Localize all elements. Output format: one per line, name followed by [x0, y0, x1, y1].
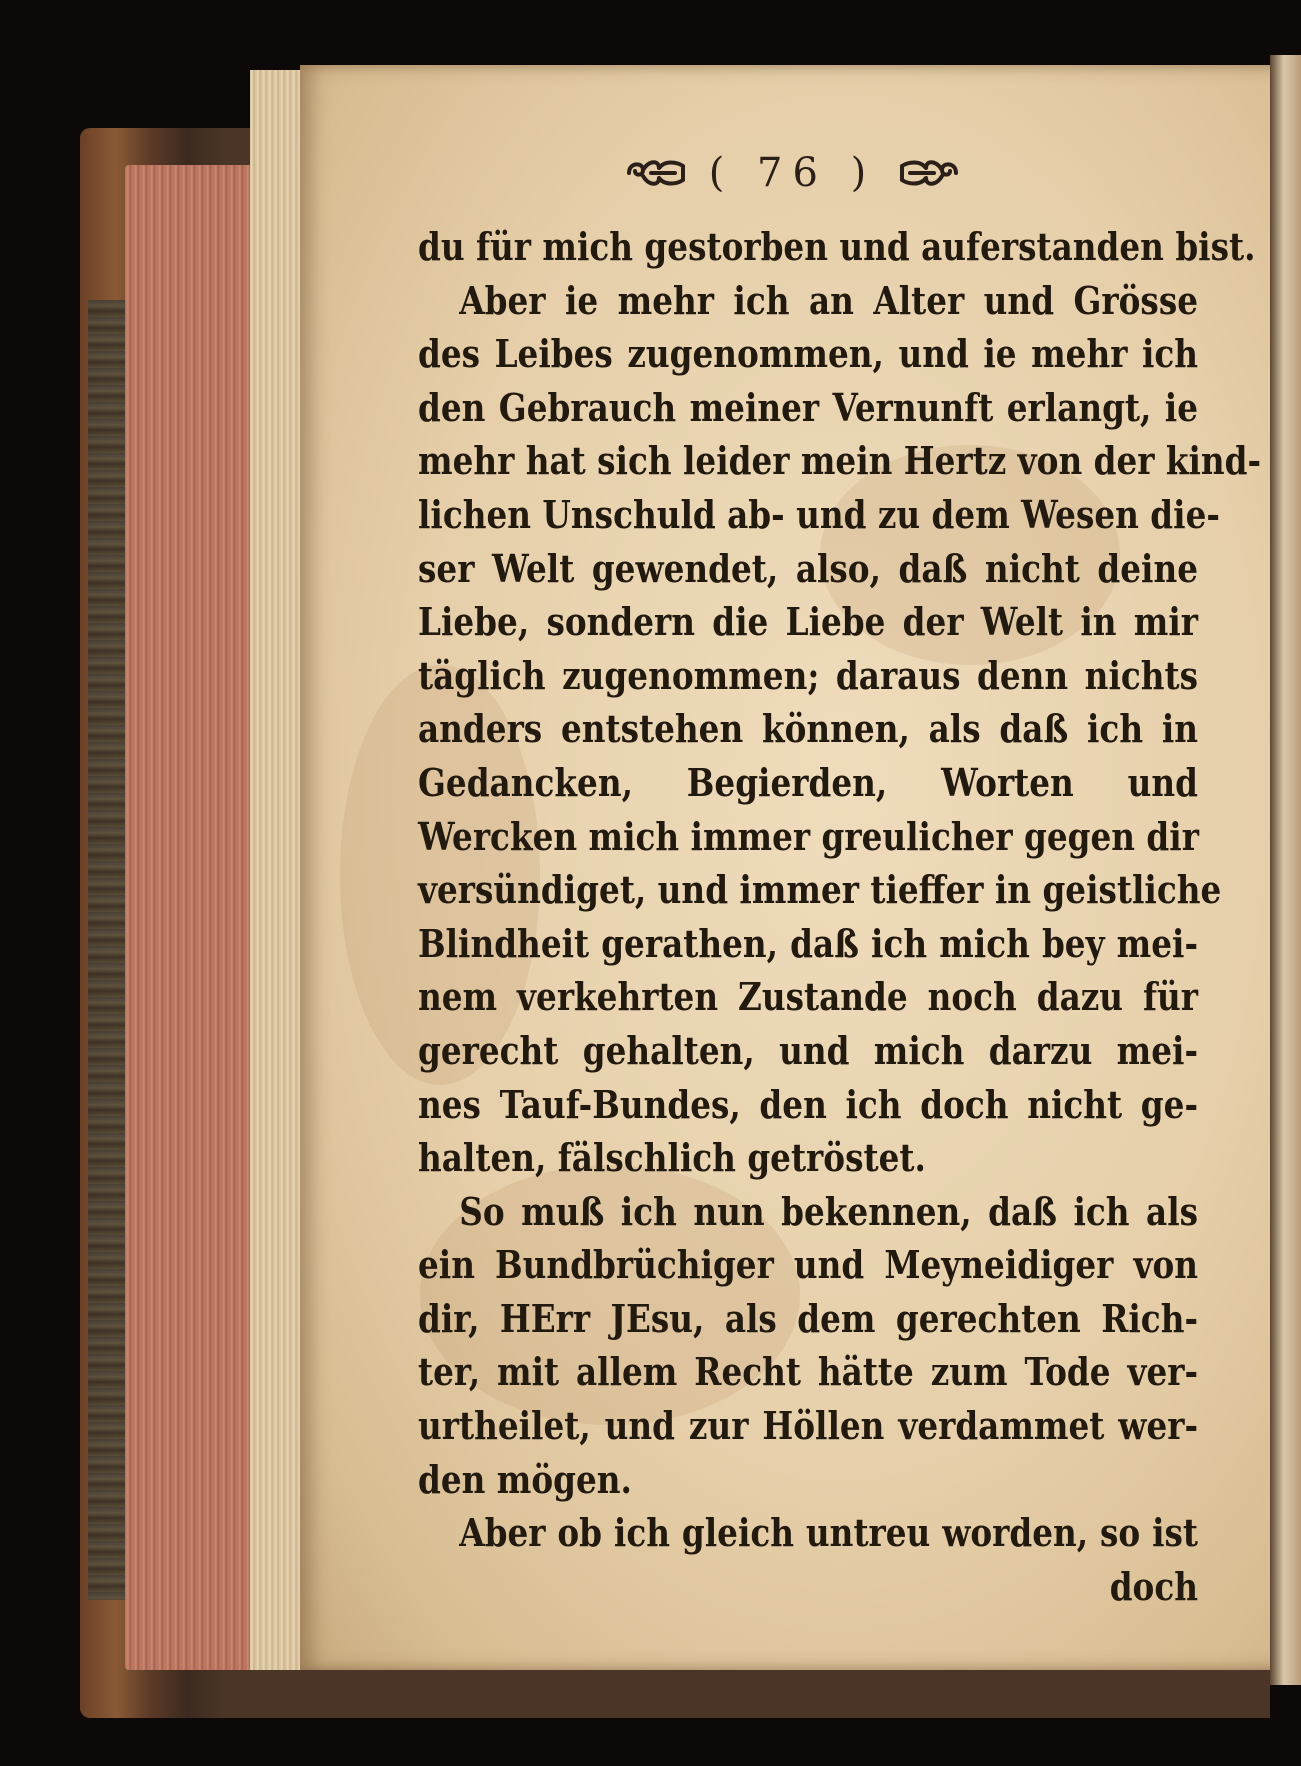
- body-text: [418, 220, 1262, 1613]
- text-line: Wercken mich immer greulicher gegen dir: [418, 813, 1199, 859]
- text-line: Liebe, sondern die Liebe der Welt in mir: [418, 599, 1199, 645]
- text-line: täglich zugenommen; daraus denn nichts: [418, 652, 1199, 698]
- text-line: den Gebrauch meiner Vernunft erlangt, ie: [418, 384, 1199, 430]
- ornament-left-icon: [625, 158, 687, 188]
- text-line: nes Tauf-Bundes, den ich doch nicht ge-: [418, 1081, 1199, 1127]
- text-line: Gedancken, Begierden, Worten und: [418, 759, 1199, 805]
- text-line: versündiget, und immer tieffer in geistliche: [418, 867, 1222, 913]
- text-line: halten, fälschlich getröstet.: [418, 1135, 926, 1181]
- page-number: ( 76 ): [708, 150, 877, 196]
- text-line: ser Welt gewendet, also, daß nicht deine: [418, 545, 1199, 591]
- text-line: gerecht gehalten, und mich darzu mei-: [418, 1027, 1199, 1073]
- page-header: [300, 138, 1285, 208]
- book-gutter: [1270, 55, 1301, 1685]
- text-line: lichen Unschuld ab- und zu dem Wesen die-: [418, 491, 1220, 537]
- text-line: dir, HErr JEsu, als dem gerechten Rich-: [418, 1295, 1199, 1341]
- text-line: du für mich gestorben und auferstanden bist.: [418, 224, 1256, 269]
- page-fore-edge: [125, 165, 260, 1670]
- text-line: Aber ob ich gleich untreu worden, so ist: [459, 1510, 1199, 1556]
- text-line: urtheilet, und zur Höllen verdammet wer-: [418, 1403, 1199, 1449]
- text-line: nem verkehrten Zustande noch dazu für: [418, 974, 1199, 1020]
- text-line: ter, mit allem Recht hätte zum Tode ver-: [418, 1349, 1199, 1395]
- text-line: So muß ich nun bekennen, daß ich als: [459, 1188, 1199, 1234]
- text-line: mehr hat sich leider mein Hertz von der kind-: [418, 438, 1262, 484]
- text-line: Aber ie mehr ich an Alter und Grösse: [459, 277, 1199, 323]
- catchword: doch: [1109, 1563, 1199, 1609]
- ornament-right-icon: [898, 158, 960, 188]
- cover-spine-texture: [88, 300, 128, 1600]
- text-line: anders entstehen können, als daß ich in: [418, 706, 1199, 752]
- text-line: den mögen.: [418, 1456, 632, 1502]
- text-line: ein Bundbrüchiger und Meyneidiger von: [418, 1242, 1199, 1288]
- text-line: des Leibes zugenommen, und ie mehr ich: [418, 331, 1199, 377]
- text-line: Blindheit gerathen, daß ich mich bey mei-: [418, 920, 1199, 966]
